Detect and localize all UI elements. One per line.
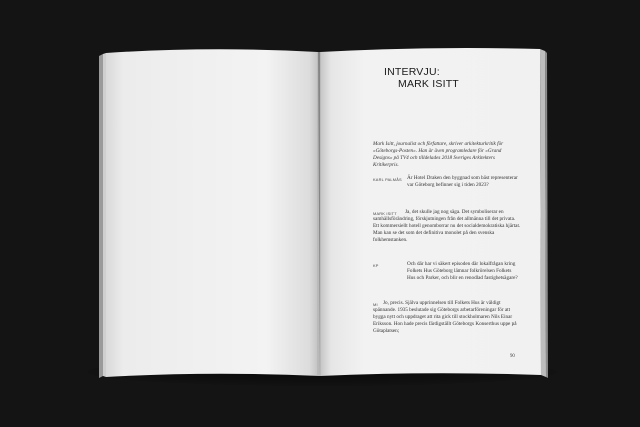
intro-paragraph: Mark Isitt, journalist och författare, skriver arkitekturkritik för »Göteborgs-Posten«. Han är även programledare för »Grand Designs« på TV4 och tilldelades 2018 Sveriges Arkitekters Kritikerpris. (373, 141, 504, 169)
question-block (373, 261, 521, 282)
question-text: Och där har vi säkert episoden där lokalfrågan kring Folkets Hus Göteborg lämnar folkrörelsen Folkets Hus och Parker, och blir en renodlad fastighetsägare? (407, 261, 518, 282)
speaker-label: MI (373, 302, 378, 307)
answer-block (373, 209, 521, 244)
answer-body: Ja, det skulle jag nog säga. Det symboliserar en samhällsförändring, förskjutningen från det allmänna till det privata. Ett kommersiellt hotell genomborrar nu det socialdemokratiska hjärtat. Man kan se det som det definitiva monolet på den svenska folkhemstanken. (373, 209, 521, 244)
speaker-label: KP (373, 263, 379, 268)
title-line-2: MARK ISITT (398, 78, 459, 90)
title-line-1: INTERVJU: (384, 66, 440, 78)
answer-block (373, 300, 521, 335)
question-text: Är Hotel Draken den byggnad som bäst representerar var Göteborg befinner sig i tiden 2023? (407, 175, 518, 189)
left-page (106, 49, 320, 377)
left-page-edges (99, 54, 103, 378)
speaker-label: KARL PALMÅS (373, 177, 402, 182)
page-number: 90 (510, 354, 515, 359)
speaker-label: MARK ISITT (373, 211, 397, 216)
right-page-content (323, 44, 543, 374)
question-block (373, 175, 521, 189)
gutter (317, 52, 321, 376)
page-title (384, 66, 524, 90)
answer-body: Jo, precis. Själva upprinnelsen till Folkets Hus är väldigt spännande. 1935 beslutade sig Göteborgs arbetarföreningar för att bygga nytt och uppdraget att rita gick till stockholmaren Nils Einar Eriksson. Hon hade precis färdigställt Göteborgs Konserthus uppe på Götaplatsen; (373, 300, 517, 335)
answer-text (373, 300, 521, 335)
